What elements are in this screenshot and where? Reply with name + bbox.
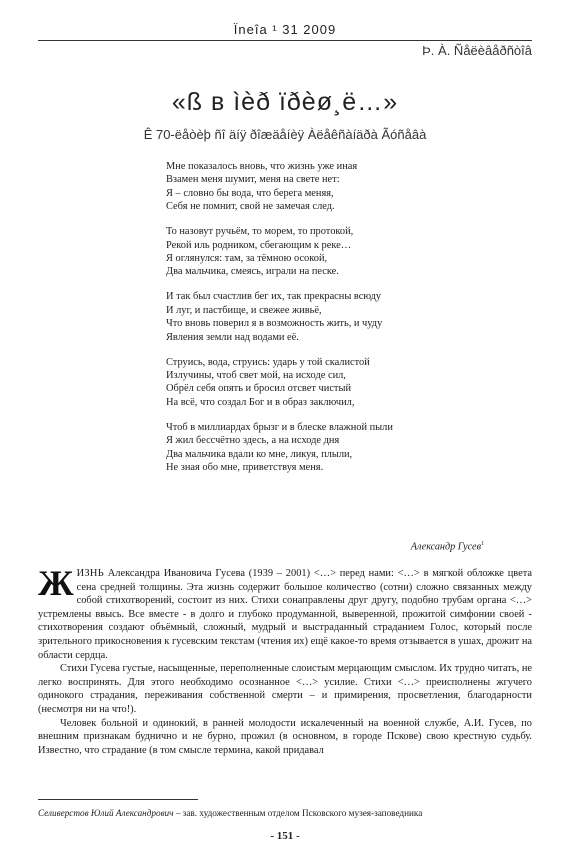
paragraph-text: Александра Ивановича Гусева (1939 – 2001) <…> перед нами: <…> в мягкой обложке цвета сена средней толщины. Эта жизнь содержит большое количество (сотни) сложно связанных между собой стихотворений, состоит из них. Стихи сонаправлены друг другу, подобно трубам органа <…> устремлены ввысь. Все вместе - в долго и глубоко продуманной, выверенной, прожитой симфонии своей - стихотворения создают объёмный, сложный, мудрый и выстраданный страданием Голос, который после зрительного прикосновения к гусевским текстам (чтения их) ещё какое-то время отзывается в ушах, дрожит на области сердца. (38, 568, 532, 661)
poem-line: И так был счастлив бег их, так прекрасны всюду (166, 291, 382, 303)
poem-line: Два мальчика, смеясь, играли на песке. (166, 266, 339, 278)
poem-stanza (166, 421, 466, 475)
article-body (38, 563, 532, 757)
poem-line: Обрёл себя опять и бросил отсвет чистый (166, 383, 352, 395)
poem-line: Я жил бессчётно здесь, а на исходе дня (166, 435, 340, 447)
poem-line: На всё, что создал Бог и в образ заключил, (166, 396, 355, 408)
poem-line: Не зная обо мне, приветствуя меня. (166, 462, 324, 474)
page-number: - 151 - (270, 830, 300, 842)
poem-line: Я – словно бы вода, что берега меняя, (166, 187, 334, 199)
poem-signature (411, 541, 484, 552)
footnote-name: Селиверстов Юлий Александрович (38, 808, 174, 818)
poem-line: Чтоб в миллиардах брызг и в блеске влажной пыли (166, 421, 393, 433)
poem-line: Явления земли над водами её. (166, 331, 299, 343)
poem-stanza (166, 356, 466, 410)
header-divider (38, 40, 532, 41)
poem-stanza (166, 160, 466, 214)
running-header: Ïneîa ¹ 31 2009 (233, 22, 337, 37)
header-author: Þ. À. Ñåëèâåðñòîâ (422, 43, 532, 58)
poem-line: Мне показалось вновь, что жизнь уже иная (166, 161, 358, 172)
poem-stanza (166, 225, 466, 279)
lead-caps: ИЗНЬ (76, 568, 104, 579)
body-paragraph (38, 563, 532, 662)
article-title: «ß в ìèð ïðèø¸ë…» (171, 88, 399, 116)
poem-line: Я оглянулся: там, за тёмною осокой, (166, 253, 328, 265)
drop-cap: Ж (38, 563, 74, 603)
body-paragraph: Стихи Гусева густые, насыщенные, переполненные слоистым мерцающим смыслом. Их трудно читать, не легко воспринять. Для этого необходимо осознанное <…> усилие. Стихи <…> преисполнены жгучего одинокого страдания, переживания собственной смерти – и примирения, просветления, благодарности (несмотря ни на что!). (38, 663, 532, 715)
footnote-text: – зав. художественным отделом Псковского музея-заповедника (173, 808, 423, 818)
poem-line: Рекой иль родником, сбегающим к реке… (166, 239, 352, 251)
poem (166, 160, 466, 486)
poem-line: И луг, и пастбище, и свежее живьё, (166, 304, 322, 316)
poem-line: Себя не помнит, свой не замечая след. (166, 201, 335, 213)
poem-line: Что вновь поверил я в возможность жить, и чуду (166, 318, 383, 330)
poem-line: Излучины, чтоб свет мой, на исходе сил, (166, 370, 346, 382)
poem-line: Взамен меня шумит, меня на свете нет: (166, 174, 340, 186)
article-subtitle: Ê 70-ëåòèþ ñî äíÿ ðîæäåíèÿ Àëåêñàíäðà Ãóñåâà (143, 127, 427, 142)
poem-line: Два мальчика вдали ко мне, ликуя, плыли, (166, 448, 353, 460)
signature-name: Александр Гусев (410, 541, 481, 553)
poem-stanza (166, 290, 466, 344)
body-paragraph: Человек больной и одинокий, в ранней молодости искалеченный на военной службе, А.И. Гусев, по внешним признакам буднично и не бурно, прожил (в основном, в городе Пскове) свою крестную судьбу. Известно, что страдание (в том смысле термина, какой придавал (38, 717, 532, 756)
footnote (38, 808, 532, 818)
footnote-divider (38, 799, 198, 800)
footnote-marker: 1 (481, 541, 484, 547)
poem-line: То назовут ручьём, то морем, то протокой, (166, 226, 354, 238)
poem-line: Струись, вода, струись: ударь у той скалистой (166, 356, 370, 368)
